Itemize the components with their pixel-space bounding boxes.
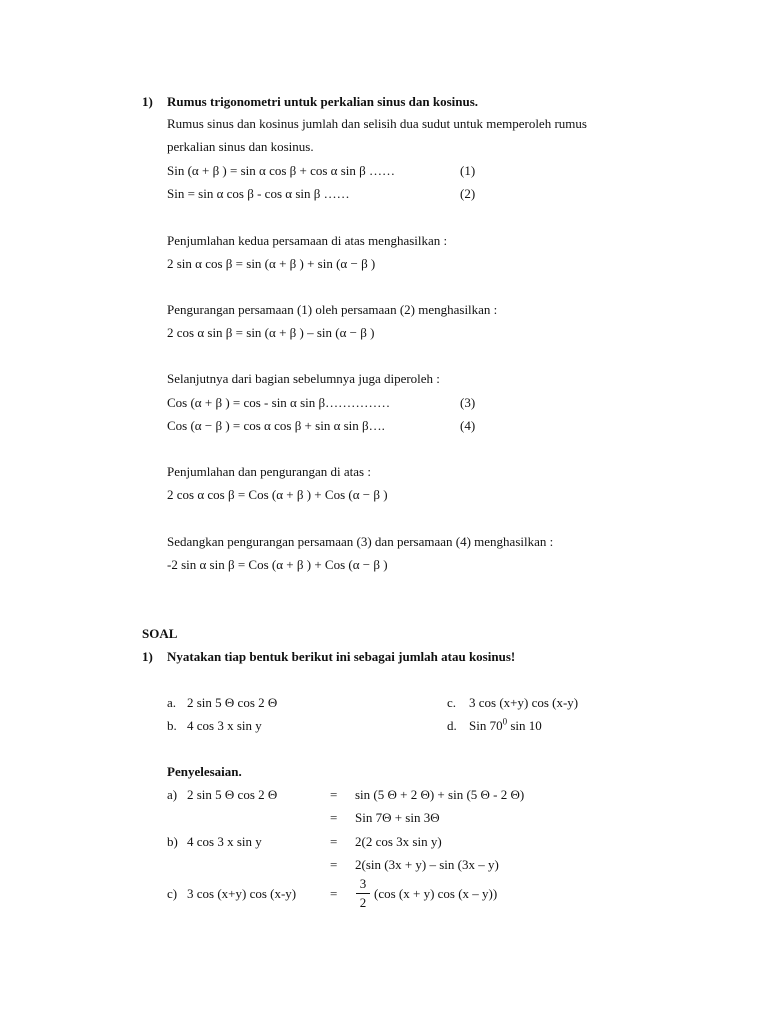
difference-equation: 2 cos α sin β = sin (α + β ) – sin (α − β ) xyxy=(167,325,375,340)
item-label: d. xyxy=(447,718,457,733)
equation-1: Sin (α + β ) = sin α cos β + cos α sin β …… xyxy=(167,163,396,178)
solution-equals: = xyxy=(330,787,338,802)
subtraction-34-text: Sedangkan pengurangan persamaan (3) dan persamaan (4) menghasilkan : xyxy=(167,534,554,549)
equation-4: Cos (α − β ) = cos α cos β + sin α sin β…. xyxy=(167,418,385,433)
equation-1-number: (1) xyxy=(460,163,476,178)
item-expression: 2 sin 5 Θ cos 2 Θ xyxy=(187,695,278,710)
solution-rhs: 2(2 cos 3x sin y) xyxy=(355,834,442,849)
section-title: Rumus trigonometri untuk perkalian sinus dan kosinus. xyxy=(167,94,479,109)
solution-label: b) xyxy=(167,834,178,849)
intro-line-1: Rumus sinus dan kosinus jumlah dan selisih dua sudut untuk memperoleh rumus xyxy=(167,116,587,131)
fraction-numerator: 3 xyxy=(359,876,367,891)
solution-rhs: Sin 7Θ + sin 3Θ xyxy=(355,810,440,825)
equation-3: Cos (α + β ) = cos - sin α sin β…………… xyxy=(167,395,391,410)
solution-lhs: 2 sin 5 Θ cos 2 Θ xyxy=(187,787,278,802)
item-expression: Sin $70^0$ sin 10 xyxy=(469,716,542,733)
item-expression: 3 cos (x+y) cos (x-y) xyxy=(469,695,579,710)
solution-rhs: 2(sin (3x + y) – sin (3x – y) xyxy=(355,857,499,872)
subtraction-34-equation: -2 sin α sin β = Cos (α + β ) + Cos (α − β ) xyxy=(167,557,388,572)
fraction-bar xyxy=(356,893,370,894)
equation-2-number: (2) xyxy=(460,186,476,201)
fraction-denominator: 2 xyxy=(359,895,367,910)
item-expression: 4 cos 3 x sin y xyxy=(187,718,262,733)
section-number: 1) xyxy=(142,94,153,109)
solution-rhs: (cos (x + y) cos (x – y)) xyxy=(374,886,498,901)
fraction-three-halves xyxy=(356,876,370,911)
solution-heading: Penyelesaian. xyxy=(167,764,242,779)
item-label: c. xyxy=(447,695,457,710)
soal-number: 1) xyxy=(142,649,153,664)
solution-label: a) xyxy=(167,787,178,802)
sum-difference-text: Penjumlahan dan pengurangan di atas : xyxy=(167,464,371,479)
solution-rhs: sin (5 Θ + 2 Θ) + sin (5 Θ - 2 Θ) xyxy=(355,787,525,802)
solution-equals: = xyxy=(330,886,338,901)
equation-2: Sin = sin α cos β - cos α sin β …… xyxy=(167,186,350,201)
solution-lhs: 3 cos (x+y) cos (x-y) xyxy=(187,886,297,901)
intro-line-2: perkalian sinus dan kosinus. xyxy=(167,139,314,154)
item-label: a. xyxy=(167,695,177,710)
soal-question: Nyatakan tiap bentuk berikut ini sebagai jumlah atau kosinus! xyxy=(167,649,516,664)
solution-equals: = xyxy=(330,810,338,825)
equation-3-number: (3) xyxy=(460,395,476,410)
next-text: Selanjutnya dari bagian sebelumnya juga diperoleh : xyxy=(167,371,440,386)
solution-lhs: 4 cos 3 x sin y xyxy=(187,834,262,849)
solution-equals: = xyxy=(330,834,338,849)
solution-equals: = xyxy=(330,857,338,872)
difference-text: Pengurangan persamaan (1) oleh persamaan (2) menghasilkan : xyxy=(167,302,498,317)
equation-4-number: (4) xyxy=(460,418,476,433)
sum-equation: 2 sin α cos β = sin (α + β ) + sin (α − β ) xyxy=(167,256,376,271)
sum-text: Penjumlahan kedua persamaan di atas menghasilkan : xyxy=(167,233,448,248)
solution-label: c) xyxy=(167,886,178,901)
soal-heading: SOAL xyxy=(142,626,178,641)
sum-difference-equation: 2 cos α cos β = Cos (α + β ) + Cos (α − β ) xyxy=(167,487,388,502)
item-label: b. xyxy=(167,718,177,733)
